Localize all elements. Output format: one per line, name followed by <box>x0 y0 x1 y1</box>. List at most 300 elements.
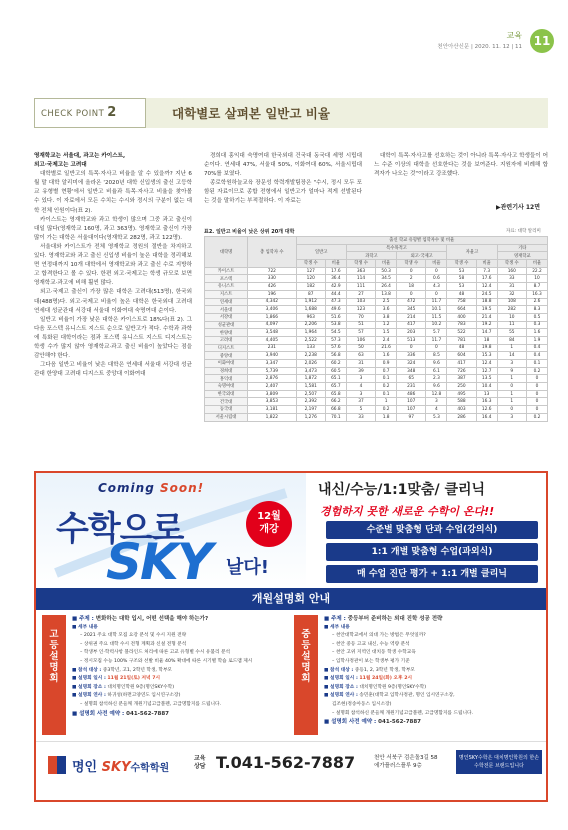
table-cell: 48 <box>447 290 476 298</box>
table-cell: 1.8 <box>376 413 397 421</box>
subhead-ratio: 비율 <box>476 260 497 268</box>
table-cell: 26.4 <box>376 283 397 291</box>
ad-feature-2: 1:1 개별 맞춤형 수업(과외식) <box>326 543 538 561</box>
table-cell: 31 <box>497 283 526 291</box>
ad-course-types: 내신/수능/1:1맞춤/ 클리닉 <box>318 482 486 498</box>
table-cell: 1,688 <box>296 306 325 314</box>
table-cell: 250 <box>447 383 476 391</box>
table-cell: 403 <box>447 406 476 414</box>
table-cell: 345 <box>397 306 426 314</box>
table-cell: 16.3 <box>476 398 497 406</box>
table-cell: 4,097 <box>248 321 296 329</box>
subhead-count: 학생 수 <box>397 260 426 268</box>
univ-name-cell: 중앙대 <box>205 352 248 360</box>
table-cell: 3 <box>426 398 447 406</box>
table-cell: 1.2 <box>376 321 397 329</box>
table-cell: 11 <box>497 321 526 329</box>
table-cell: 0.7 <box>376 367 397 375</box>
table-cell: 0.5 <box>526 313 547 321</box>
table-cell: 1,912 <box>296 298 325 306</box>
univ-name-cell: 디지스트 <box>205 344 248 352</box>
table-cell: 4 <box>426 406 447 414</box>
col-univ: 대학명 <box>205 237 248 268</box>
table-cell: 231 <box>248 344 296 352</box>
subhead-count: 학생 수 <box>346 260 375 268</box>
table-cell: 3 <box>497 413 526 421</box>
table-cell: 65.1 <box>325 375 346 383</box>
table-cell: 2,876 <box>248 375 296 383</box>
table-cell: 387 <box>447 375 476 383</box>
table-cell: 3.8 <box>376 313 397 321</box>
table-cell: 19.5 <box>476 306 497 314</box>
table-cell: 8.7 <box>526 283 547 291</box>
table-cell: 87 <box>296 290 325 298</box>
table-cell: 1 <box>497 398 526 406</box>
related-article-ref: ▶관련기사 12면 <box>496 204 541 211</box>
table-cell: 1.6 <box>526 329 547 337</box>
table-cell: 133 <box>296 344 325 352</box>
ad-footer <box>36 741 546 800</box>
academy-address: 천안 서북구 검은돌3길 58 에가플러스플루 9층 <box>374 755 438 769</box>
table-cell: 1.5 <box>376 329 397 337</box>
middle-school-label <box>294 615 318 735</box>
table-cell: 1 <box>497 375 526 383</box>
table-cell: 108 <box>497 298 526 306</box>
ad-headline-3: 날다! <box>226 557 269 578</box>
table-cell: 495 <box>447 390 476 398</box>
table-row <box>205 390 548 398</box>
brand-note: 명인SKY수학은 대치명인학원의 한손 수학전문 브랜드입니다 <box>456 750 542 774</box>
table-cell: 22.2 <box>526 267 547 275</box>
vertical-char: 회 <box>49 673 59 684</box>
univ-name-cell: 성균관대 <box>205 321 248 329</box>
stats-table <box>204 236 548 422</box>
table-row <box>205 360 548 368</box>
vertical-char: 회 <box>301 673 311 684</box>
table-cell: 127 <box>296 267 325 275</box>
table-cell: 50.3 <box>376 267 397 275</box>
table-cell: 2.6 <box>526 298 547 306</box>
table-cell: 472 <box>397 298 426 306</box>
table-cell: 65.8 <box>325 390 346 398</box>
table-source: 자료: 대학 알리미 <box>506 229 541 234</box>
table-cell: 2,206 <box>296 321 325 329</box>
vertical-char: 명 <box>49 662 59 673</box>
checkpoint-band <box>34 98 548 128</box>
table-cell: 0 <box>526 390 547 398</box>
table-cell: 37 <box>346 398 375 406</box>
table-cell: 120 <box>296 275 325 283</box>
table-cell: 11.7 <box>426 298 447 306</box>
univ-name-cell: 숙명여대 <box>205 383 248 391</box>
table-cell: 11.5 <box>426 313 447 321</box>
table-cell: 51.6 <box>325 313 346 321</box>
table-row <box>205 290 548 298</box>
table-cell: 726 <box>447 367 476 375</box>
table-cell: 39 <box>346 367 375 375</box>
table-cell: 0.1 <box>526 360 547 368</box>
table-cell: 70.1 <box>325 413 346 421</box>
vertical-char: 등 <box>49 640 59 651</box>
table-cell: 330 <box>248 275 296 283</box>
table-cell: 2,392 <box>296 398 325 406</box>
table-row <box>205 313 548 321</box>
table-row <box>205 413 548 421</box>
table-row <box>205 306 548 314</box>
table-row <box>205 367 548 375</box>
table-cell: 34.5 <box>376 275 397 283</box>
table-row <box>205 406 548 414</box>
table-cell: 70 <box>346 313 375 321</box>
table-cell: 3,548 <box>248 329 296 337</box>
table-cell: 8.5 <box>426 352 447 360</box>
univ-name-cell: 이화여대 <box>205 360 248 368</box>
issue-meta: 천안아산신문 | 2020. 11. 12 | 11 <box>437 44 522 50</box>
table-cell: 18.8 <box>476 298 497 306</box>
table-cell: 56.8 <box>325 352 346 360</box>
table-cell: 1,276 <box>296 413 325 421</box>
vertical-char: 설 <box>49 651 59 662</box>
table-row <box>205 283 548 291</box>
table-cell: 51 <box>346 321 375 329</box>
table-cell: 664 <box>447 306 476 314</box>
subhead-ratio: 비율 <box>376 260 397 268</box>
table-cell: 12.6 <box>476 406 497 414</box>
table-cell: 57.6 <box>325 344 346 352</box>
univ-name-cell: 포스텍 <box>205 275 248 283</box>
table-cell: 21.4 <box>476 313 497 321</box>
page-number: 11 <box>530 29 554 53</box>
table-cell: 0 <box>497 383 526 391</box>
table-cell: 196 <box>248 290 296 298</box>
table-cell: 106 <box>346 336 375 344</box>
table-cell: 4,342 <box>248 298 296 306</box>
table-row <box>205 267 548 275</box>
table-cell: 1,964 <box>296 329 325 337</box>
table-cell: 2.5 <box>376 298 397 306</box>
table-cell: 42.9 <box>325 283 346 291</box>
table-cell: 604 <box>447 352 476 360</box>
ad-seminar-band: 개원설명회 안내 <box>36 588 546 610</box>
table-cell: 5.7 <box>426 329 447 337</box>
table-cell: 48 <box>447 344 476 352</box>
table-cell: 12.4 <box>476 283 497 291</box>
table-cell: 57.3 <box>325 336 346 344</box>
table-cell: 2 <box>397 275 426 283</box>
page-header <box>0 28 568 56</box>
univ-name-cell: 유니스트 <box>205 283 248 291</box>
table-cell: 8.3 <box>526 306 547 314</box>
univ-name-cell: 서울시립대 <box>205 413 248 421</box>
table-cell: 65.7 <box>325 383 346 391</box>
table-cell: 11.7 <box>426 336 447 344</box>
vertical-char: 명 <box>301 662 311 673</box>
table-cell: 33 <box>497 275 526 283</box>
table-row <box>205 375 548 383</box>
table-cell: 31 <box>346 360 375 368</box>
table-cell: 1.9 <box>526 336 547 344</box>
vertical-char: 설 <box>301 651 311 662</box>
table-cell: 0.6 <box>426 275 447 283</box>
table-cell: 27 <box>346 290 375 298</box>
table-cell: 16.4 <box>476 413 497 421</box>
high-school-info: ■ 주제 : 변화하는 대학 입시, 어떤 선택을 해야 하는가? ■ 세부 내용 – 2021 주요 대학 모집 요강 분석 및 수시 지원 전략 – 상위권 주요 대학 수시 전형 계획과 신설 전형 분석 – 학생부 인·학력사항 블라인드 처리에 따른 고교 유형별 수시 유불리 분석 – 정시모집 수능 100% 구조와 선발 비율 40% 확대에 따른 시기별 학습 로드맵 제시 ■ 참석 대상 : 중3학년, 고1, 2학년 학생, 학부모 ■ 설명회 일시 : 11월 21일(토) 저녁 7시 ■ 설명회 장소 : 대치명인학원 9층(명인SKY수학) ■ 설명회 연사 : 하귀성(하면고양연도 입시연구소장) – 설명회 참석하신 분들께 개원기념고급볼펜, 고급명함지를 드립니다. ■ 설명회 사전 예약 : 041-562-7887 <box>72 616 253 717</box>
table-cell: 400 <box>447 313 476 321</box>
table-cell: 7.3 <box>476 267 497 275</box>
table-row <box>205 329 548 337</box>
table-cell: 114 <box>346 275 375 283</box>
table-cell: 60.2 <box>325 360 346 368</box>
table-cell: 4.3 <box>426 283 447 291</box>
table-cell: 781 <box>447 336 476 344</box>
univ-name-cell: 경희대 <box>205 367 248 375</box>
section-name: 교육 <box>506 31 522 40</box>
univ-name-cell: 동국대 <box>205 406 248 414</box>
table-cell: 44.4 <box>325 290 346 298</box>
table-cell: 2,507 <box>296 390 325 398</box>
table-cell: 0.9 <box>376 360 397 368</box>
table-cell: 0.2 <box>526 413 547 421</box>
middle-school-seminar <box>294 615 540 735</box>
consult-phone[interactable]: T.041-562-7887 <box>216 753 356 772</box>
table-cell: 324 <box>397 360 426 368</box>
table-cell: 50 <box>346 344 375 352</box>
table-cell: 103 <box>346 298 375 306</box>
table-cell: 54.5 <box>325 329 346 337</box>
sub-foreign: 외고·국제고 <box>397 252 447 260</box>
table-cell: 1 <box>376 398 397 406</box>
table-row <box>205 298 548 306</box>
subhead-ratio: 비율 <box>325 260 346 268</box>
ad-tagline: 경험하지 못한 새로운 수학이 온다!! <box>320 505 495 518</box>
table-cell: 17.6 <box>476 275 497 283</box>
table-cell: 123 <box>346 306 375 314</box>
table-cell: 286 <box>447 413 476 421</box>
table-cell: 97 <box>397 413 426 421</box>
table-cell: 49.6 <box>325 306 346 314</box>
table-cell: 3,809 <box>248 390 296 398</box>
table-cell: 2.3 <box>426 375 447 383</box>
table-cell: 0.2 <box>376 406 397 414</box>
table-cell: 36.4 <box>325 275 346 283</box>
group-auto: 자율고 <box>447 244 497 259</box>
univ-name-cell: 연세대 <box>205 298 248 306</box>
table-cell: 111 <box>346 283 375 291</box>
table-cell: 2.4 <box>376 336 397 344</box>
table-cell: 4,405 <box>248 336 296 344</box>
subhead-count: 학생 수 <box>497 260 526 268</box>
table-cell: 9.6 <box>426 360 447 368</box>
ad-feature-3: 매 수업 진단 평가 + 1:1 개별 클리닉 <box>326 565 538 583</box>
table-cell: 18 <box>476 336 497 344</box>
academy-logo-icon <box>48 756 66 774</box>
table-cell: 336 <box>397 352 426 360</box>
table-cell: 486 <box>397 390 426 398</box>
table-row <box>205 352 548 360</box>
sub-gifted: 영재학교 <box>497 252 547 260</box>
group-special: 특수목적고 <box>346 244 447 252</box>
table-cell: 32 <box>497 290 526 298</box>
table-cell: 0 <box>526 406 547 414</box>
table-cell: 2,026 <box>296 360 325 368</box>
table-cell: 12.7 <box>476 367 497 375</box>
table-cell: 13.5 <box>476 375 497 383</box>
table-cell: 417 <box>397 321 426 329</box>
table-row <box>205 398 548 406</box>
table-cell: 12.4 <box>476 360 497 368</box>
univ-name-cell: 한국외대 <box>205 390 248 398</box>
table-cell: 3 <box>497 360 526 368</box>
table-cell: 231 <box>397 383 426 391</box>
table-row <box>205 275 548 283</box>
table-cell: 0 <box>497 406 526 414</box>
table-cell: 17.6 <box>325 267 346 275</box>
table-cell: 0 <box>397 290 426 298</box>
table-cell: 0 <box>397 344 426 352</box>
table-row <box>205 344 548 352</box>
table-cell: 0 <box>526 375 547 383</box>
table-cell: 10.2 <box>426 321 447 329</box>
table-cell: 3,181 <box>248 406 296 414</box>
table-cell: 33 <box>346 413 375 421</box>
table-cell: 2,522 <box>296 336 325 344</box>
table-cell: 1,822 <box>248 413 296 421</box>
univ-name-cell: 서강대 <box>205 313 248 321</box>
article-column-3: 대학이 특목·자사고를 선호하는 것이 아니라 특목·자사고 학생들이 어느 수준 이상의 대학을 선호한다는 것을 보여준다. 지원자에 비례해 합격자가 나오는 것"이라고 강조했다. <box>374 153 548 178</box>
table-cell: 60.5 <box>325 367 346 375</box>
table-cell: 3,853 <box>248 398 296 406</box>
table-cell: 66.2 <box>325 398 346 406</box>
table-cell: 12.8 <box>426 390 447 398</box>
table-title: 표2. 일반고 비율이 낮은 상위 20개 대학 <box>204 229 295 235</box>
table-cell: 9 <box>497 367 526 375</box>
table-cell: 0.3 <box>526 321 547 329</box>
checkpoint-title: 대학별로 살펴본 일반고 비율 <box>172 106 330 121</box>
table-cell: 0.4 <box>526 352 547 360</box>
table-cell: 58 <box>447 275 476 283</box>
table-cell: 5,739 <box>248 367 296 375</box>
table-cell: 1,866 <box>248 313 296 321</box>
table-cell: 19.8 <box>476 344 497 352</box>
vertical-char: 중 <box>301 629 311 640</box>
table-cell: 3,347 <box>248 360 296 368</box>
table-cell: 21.6 <box>376 344 397 352</box>
table-cell: 53.8 <box>325 321 346 329</box>
table-row <box>205 336 548 344</box>
ad-headline-1: 수학으로 <box>56 509 184 549</box>
table-cell: 3 <box>346 375 375 383</box>
table-cell: 15.3 <box>476 352 497 360</box>
table-cell: 522 <box>447 329 476 337</box>
table-cell: 160 <box>497 267 526 275</box>
subhead-count: 학생 수 <box>296 260 325 268</box>
ad-feature-1: 수준별 맞춤형 단과 수업(강의식) <box>326 521 538 539</box>
table-cell: 18 <box>397 283 426 291</box>
table-cell: 963 <box>296 313 325 321</box>
subhead-ratio: 비율 <box>526 260 547 268</box>
table-cell: 65 <box>397 375 426 383</box>
table-cell: 203 <box>397 329 426 337</box>
table-cell: 84 <box>497 336 526 344</box>
table-body <box>205 267 548 421</box>
univ-name-cell: 한양대 <box>205 329 248 337</box>
table-cell: 53 <box>447 283 476 291</box>
table-cell: 6.1 <box>426 367 447 375</box>
univ-name-cell: 건국대 <box>205 398 248 406</box>
table-cell: 1,581 <box>296 383 325 391</box>
subhead-ratio: 비율 <box>426 260 447 268</box>
table-cell: 417 <box>447 360 476 368</box>
table-cell: 4 <box>346 383 375 391</box>
table-cell: 13 <box>476 390 497 398</box>
table-cell: 513 <box>397 336 426 344</box>
table-cell: 10.4 <box>476 383 497 391</box>
table-cell: 0.2 <box>526 367 547 375</box>
table-cell: 3 <box>346 390 375 398</box>
vertical-char: 등 <box>301 640 311 651</box>
univ-name-cell: 고려대 <box>205 336 248 344</box>
table-cell: 5.3 <box>426 413 447 421</box>
col-head-top: 출신 학교 유형별 입학자수 및 비율 <box>296 237 547 245</box>
table-cell: 182 <box>296 283 325 291</box>
table-row <box>205 383 548 391</box>
table-cell: 24.5 <box>476 290 497 298</box>
table-cell: 758 <box>447 298 476 306</box>
group-general: 일반고 <box>296 244 346 259</box>
univ-name-cell: 지스트 <box>205 290 248 298</box>
table-cell: 10.1 <box>426 306 447 314</box>
table-cell: 10 <box>497 313 526 321</box>
table-cell: 63 <box>346 352 375 360</box>
table-cell: 0.1 <box>376 375 397 383</box>
subhead-count: 학생 수 <box>447 260 476 268</box>
table-cell: 3,940 <box>248 352 296 360</box>
table-cell: 14 <box>497 352 526 360</box>
univ-name-cell: 서울대 <box>205 306 248 314</box>
high-school-label <box>42 615 66 735</box>
table-cell: 57 <box>346 329 375 337</box>
table-cell: 0 <box>526 383 547 391</box>
opening-badge: 12월 개강 <box>246 501 292 547</box>
table-cell: 0 <box>526 398 547 406</box>
article-column-1: 영재학교는 서울대, 과고는 카이스트, 외고·국제고는 고려대 대학별로 일반고의 특목·자사고 비율을 알 수 있을까? 지난 6월 말 대학 알리미에 올라온 '2020년 대학 신입생의 출신 고등학교 유형별 현황'에서 일반고 비율과 특목·자사고 비율을 찾아볼 수 있다. 이 자료에서 모든 수치는 수시와 정시의 구분이 없는 대학 전체 인원이다(표 2). 카이스트는 영재학교와 과고 학생이 많으며 그중 과고 출신이 대일 많다(영재학교 160명, 과고 363명). 영재학교 출신이 가장 많이 가는 대학은 서울대이다(영재학교 282명, 과고 122명). 서울대와 카이스트가 전체 영재학교 정원의 절반을 차지하고 있다. 영재학교와 과고 출신 신입생 비율이 높은 대학을 정리해보면 연정대까지 10개 대학에서 영재학교와 과고 출신 수로 지방하고 합격한다고 볼 수 있다. 한편 외고·국제고는 학생 규모로 보면 영재학교·과고에 비해 훨씬 많다. 외고·국제고 출신이 가장 많은 대학은 고려대(513명), 한국외대(488명)다. 외고·국제고 비율이 높은 대학은 한국외대 고려대 연세대 성균관대 서강대 서울대 이화여대 숙명여대 순이다. 일반고 비율이 가장 낮은 대학은 카이스트로 18%다(표 2). 그다음 포스텍 유니스트 지스트 순으로 일반고가 적다. 수학과 과학에 특화된 대학이라는 점과 포스텍 유니스트 지스트 디지스트는 학생 수가 많지 않아 영재학교·과고 출신 비율이 높았다는 점을 감안해야 한다. 그다음 일반고 비율이 낮은 대학은 연세대 서울대 서강대 성균관대 한양대 고려대 디지스트 중앙대 이화여대 <box>34 153 192 378</box>
table-cell: 783 <box>447 321 476 329</box>
table-cell: 1.6 <box>376 352 397 360</box>
article-column-2: 경희대 홍익대 숙명여대 한국외대 건국대 동국대 세명 시립대 순이다. 연세대 47%, 서울대 50%, 이화여대 60%, 서울시립대 70%를 보였다. 종로학원하늘교육 장문성 학력개발팀장은 "수시, 정시 모두 포함된 자료이므로 종합 전형에서 일반고가 얼마나 적게 선발된다는 것을 말하기는 부적절하다. 이 자료는 <box>204 153 362 205</box>
table-cell: 13.8 <box>376 290 397 298</box>
ad-headline-sky: SKY <box>106 533 211 588</box>
table-cell: 0 <box>426 267 447 275</box>
table-cell: 14.7 <box>476 329 497 337</box>
univ-name-cell: 홍익대 <box>205 375 248 383</box>
table-cell: 47.3 <box>325 298 346 306</box>
table-cell: 282 <box>497 306 526 314</box>
table-cell: 107 <box>397 398 426 406</box>
table-cell: 107 <box>397 406 426 414</box>
ad-coming-soon: Coming Soon! <box>98 481 205 495</box>
table-cell: 0 <box>426 344 447 352</box>
table-cell: 53 <box>447 267 476 275</box>
group-etc: 기타 <box>497 244 547 252</box>
table-cell: 5 <box>346 406 375 414</box>
table-cell: 1 <box>497 344 526 352</box>
academy-ad <box>34 471 548 802</box>
ad-hero <box>36 473 546 588</box>
table-cell: 1,872 <box>296 375 325 383</box>
table-cell: 55 <box>497 329 526 337</box>
table-cell: 2,238 <box>296 352 325 360</box>
table-cell: 16.3 <box>526 290 547 298</box>
